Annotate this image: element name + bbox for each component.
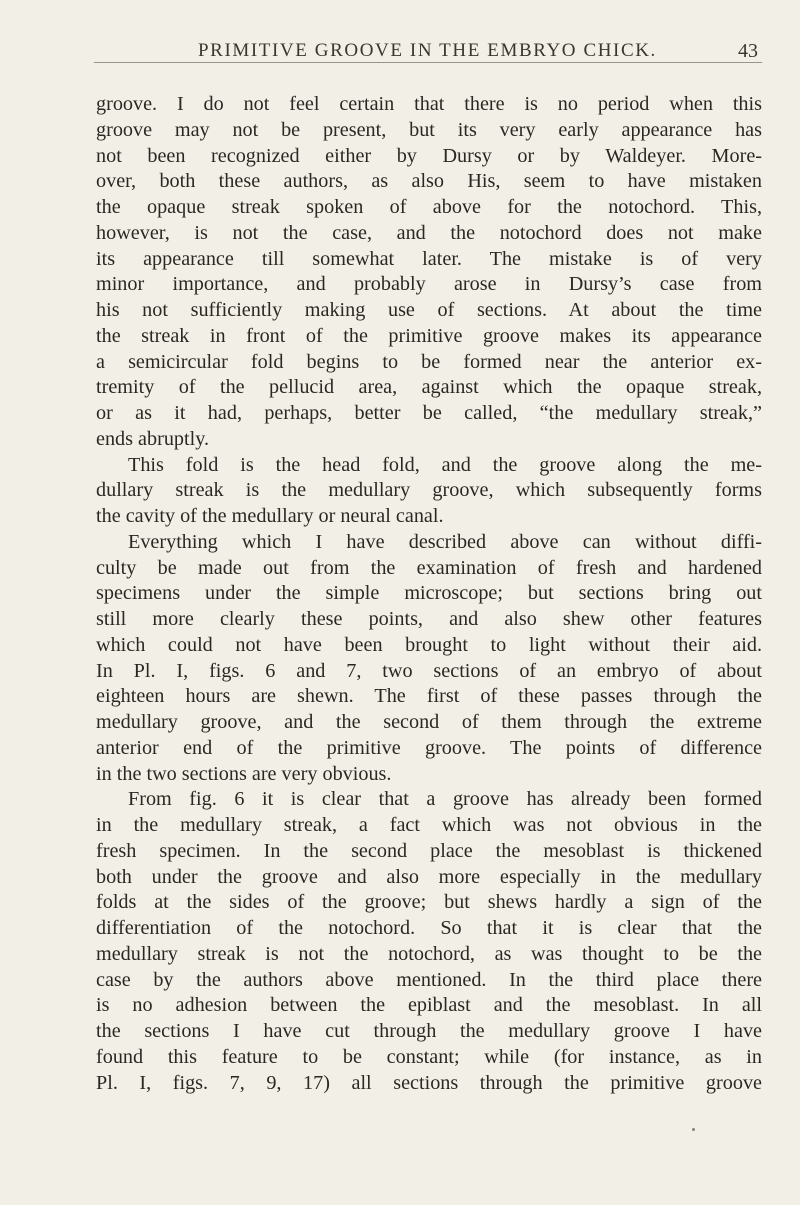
running-title: PRIMITIVE GROOVE IN THE EMBRYO CHICK. <box>198 40 657 61</box>
text-line: groove may not be present, but its very early appearance has <box>96 118 762 141</box>
text-line: This fold is the head fold, and the groove along the me- <box>128 453 762 476</box>
body-text <box>96 92 762 1096</box>
text-line: tremity of the pellucid area, against which the opaque streak, <box>96 376 762 399</box>
text-line: the sections I have cut through the medullary groove I have <box>96 1020 762 1042</box>
text-line: case by the authors above mentioned. In the third place there <box>96 968 762 991</box>
header-rule <box>94 62 762 63</box>
text-line: anterior end of the primitive groove. The points of difference <box>96 736 762 759</box>
text-line: the streak in front of the primitive groove makes its appearance <box>96 324 762 347</box>
text-line: however, is not the case, and the notochord does not make <box>96 221 762 244</box>
text-line: folds at the sides of the groove; but shews hardly a sign of the <box>96 891 762 914</box>
text-line: a semicircular fold begins to be formed near the anterior ex- <box>96 350 762 373</box>
text-line: found this feature to be constant; while (for instance, as in <box>96 1045 762 1068</box>
text-line: culty be made out from the examination of fresh and hardened <box>96 556 762 579</box>
page-number: 43 <box>738 40 758 62</box>
text-line: or as it had, perhaps, better be called, “the medullary streak,” <box>96 402 762 424</box>
text-line: is no adhesion between the epiblast and the mesoblast. In all <box>96 994 762 1017</box>
text-line: medullary groove, and the second of them through the extreme <box>96 711 762 733</box>
text-line: medullary streak is not the notochord, as was thought to be the <box>96 942 762 965</box>
text-line: which could not have been brought to light without their aid. <box>96 633 762 656</box>
text-line: in the medullary streak, a fact which was not obvious in the <box>96 814 762 836</box>
text-line: in the two sections are very obvious. <box>96 762 392 785</box>
text-line: Pl. I, figs. 7, 9, 17) all sections through the primitive groove <box>96 1071 762 1094</box>
text-line: Everything which I have described above can without diffi- <box>128 530 762 553</box>
text-line: groove. I do not feel certain that there is no period when this <box>96 93 762 115</box>
text-line: dullary streak is the medullary groove, which subsequently forms <box>96 479 762 502</box>
text-line: minor importance, and probably arose in Dursy’s case from <box>96 273 762 296</box>
text-line: the cavity of the medullary or neural canal. <box>96 505 444 527</box>
text-line: still more clearly these points, and also shew other features <box>96 608 762 630</box>
text-line: In Pl. I, figs. 6 and 7, two sections of an embryo of about <box>96 659 762 682</box>
text-line: ends abruptly. <box>96 427 210 450</box>
text-line: eighteen hours are shewn. The first of these passes through the <box>96 685 762 708</box>
text-line: From fig. 6 it is clear that a groove has already been formed <box>128 788 762 811</box>
running-head <box>98 40 758 70</box>
text-line: fresh specimen. In the second place the mesoblast is thickened <box>96 839 762 862</box>
paper-speck <box>692 1128 695 1131</box>
text-line: specimens under the simple microscope; but sections bring out <box>96 582 762 605</box>
text-line: differentiation of the notochord. So that it is clear that the <box>96 917 762 939</box>
text-line: not been recognized either by Dursy or by Waldeyer. More- <box>96 144 762 167</box>
text-line: his not sufficiently making use of sections. At about the time <box>96 299 762 321</box>
text-line: over, both these authors, as also His, seem to have mistaken <box>96 170 762 193</box>
text-line: both under the groove and also more especially in the medullary <box>96 865 762 888</box>
text-line: its appearance till somewhat later. The mistake is of very <box>96 247 762 270</box>
text-line: the opaque streak spoken of above for the notochord. This, <box>96 196 762 218</box>
